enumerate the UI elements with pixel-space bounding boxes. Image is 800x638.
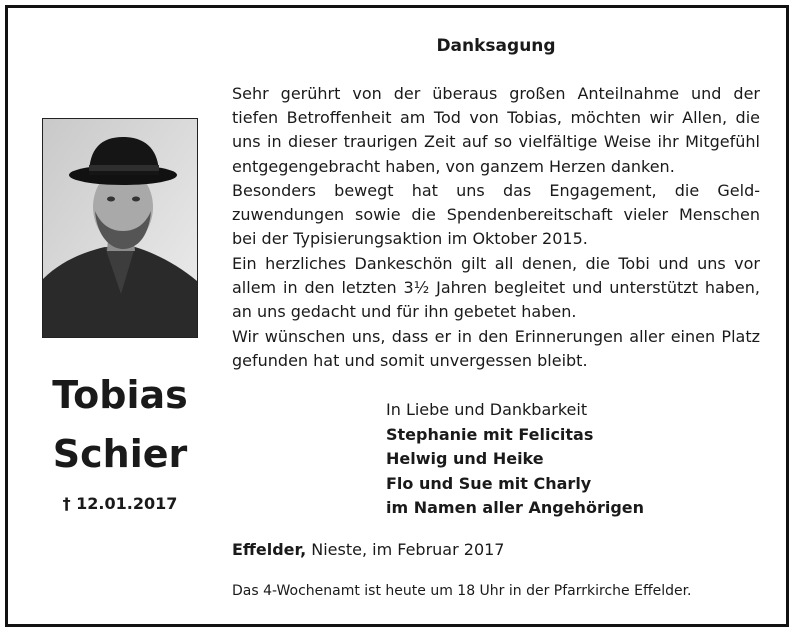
paragraph-2 xyxy=(232,179,760,252)
text-line: gefunden hat und somit unvergessen bleibt. xyxy=(232,351,588,371)
paragraph-3 xyxy=(232,252,760,325)
signature-name: Helwig und Heike xyxy=(386,449,544,468)
text-line: Wir wünschen uns, dass er in den Erinnerungen aller einen Platz xyxy=(232,327,760,346)
signature-name: Stephanie mit Felicitas xyxy=(386,424,594,444)
paragraph-4 xyxy=(232,325,760,373)
place-date: Nieste, im Februar 2017 xyxy=(306,540,505,559)
text-line: Sehr gerührt von der überaus großen Anteilnahme und der xyxy=(232,84,760,103)
text-line: entgegengebracht haben, von ganzem Herzen danken. xyxy=(232,156,675,176)
signature-intro: In Liebe und Dankbarkeit xyxy=(386,400,588,419)
paragraph-1 xyxy=(232,82,760,179)
signature-name: Flo und Sue mit Charly xyxy=(386,473,592,493)
text-line: Ein herzliches Dankeschön gilt all denen, die Tobi und uns vor xyxy=(232,254,760,273)
death-date: † 12.01.2017 xyxy=(62,494,178,513)
text-line: bei der Typisierungsaktion im Oktober 2015. xyxy=(232,229,588,249)
mass-note: Das 4-Wochenamt ist heute um 18 Uhr in der Pfarrkirche Effelder. xyxy=(232,583,692,599)
deceased-first-name: Tobias xyxy=(52,373,188,417)
portrait-image xyxy=(43,119,197,337)
notice-heading: Danksagung xyxy=(436,36,556,56)
text-line: allem in den letzten 3½ Jahren begleitet und unterstützt haben, xyxy=(232,278,760,298)
text-line: an uns gedacht und für ihn gebetet haben. xyxy=(232,302,577,322)
portrait-photo xyxy=(42,118,198,338)
place-town: Effelder, xyxy=(232,540,307,559)
deceased-last-name: Schier xyxy=(52,432,188,476)
text-line: Besonders bewegt hat uns das Engagement, die Geld- xyxy=(232,181,760,200)
text-line: uns in dieser traurigen Zeit auf so vielfältige Weise ihr Mitgefühl xyxy=(232,132,760,152)
text-line: tiefen Betroffenheit am Tod von Tobias, möchten wir Allen, die xyxy=(232,108,760,128)
signature-name: im Namen aller Angehörigen xyxy=(386,498,645,517)
text-line: zuwendungen sowie die Spendenbereitschaft vieler Menschen xyxy=(232,205,760,225)
place-date-line xyxy=(232,540,504,559)
signature-block xyxy=(386,398,644,521)
